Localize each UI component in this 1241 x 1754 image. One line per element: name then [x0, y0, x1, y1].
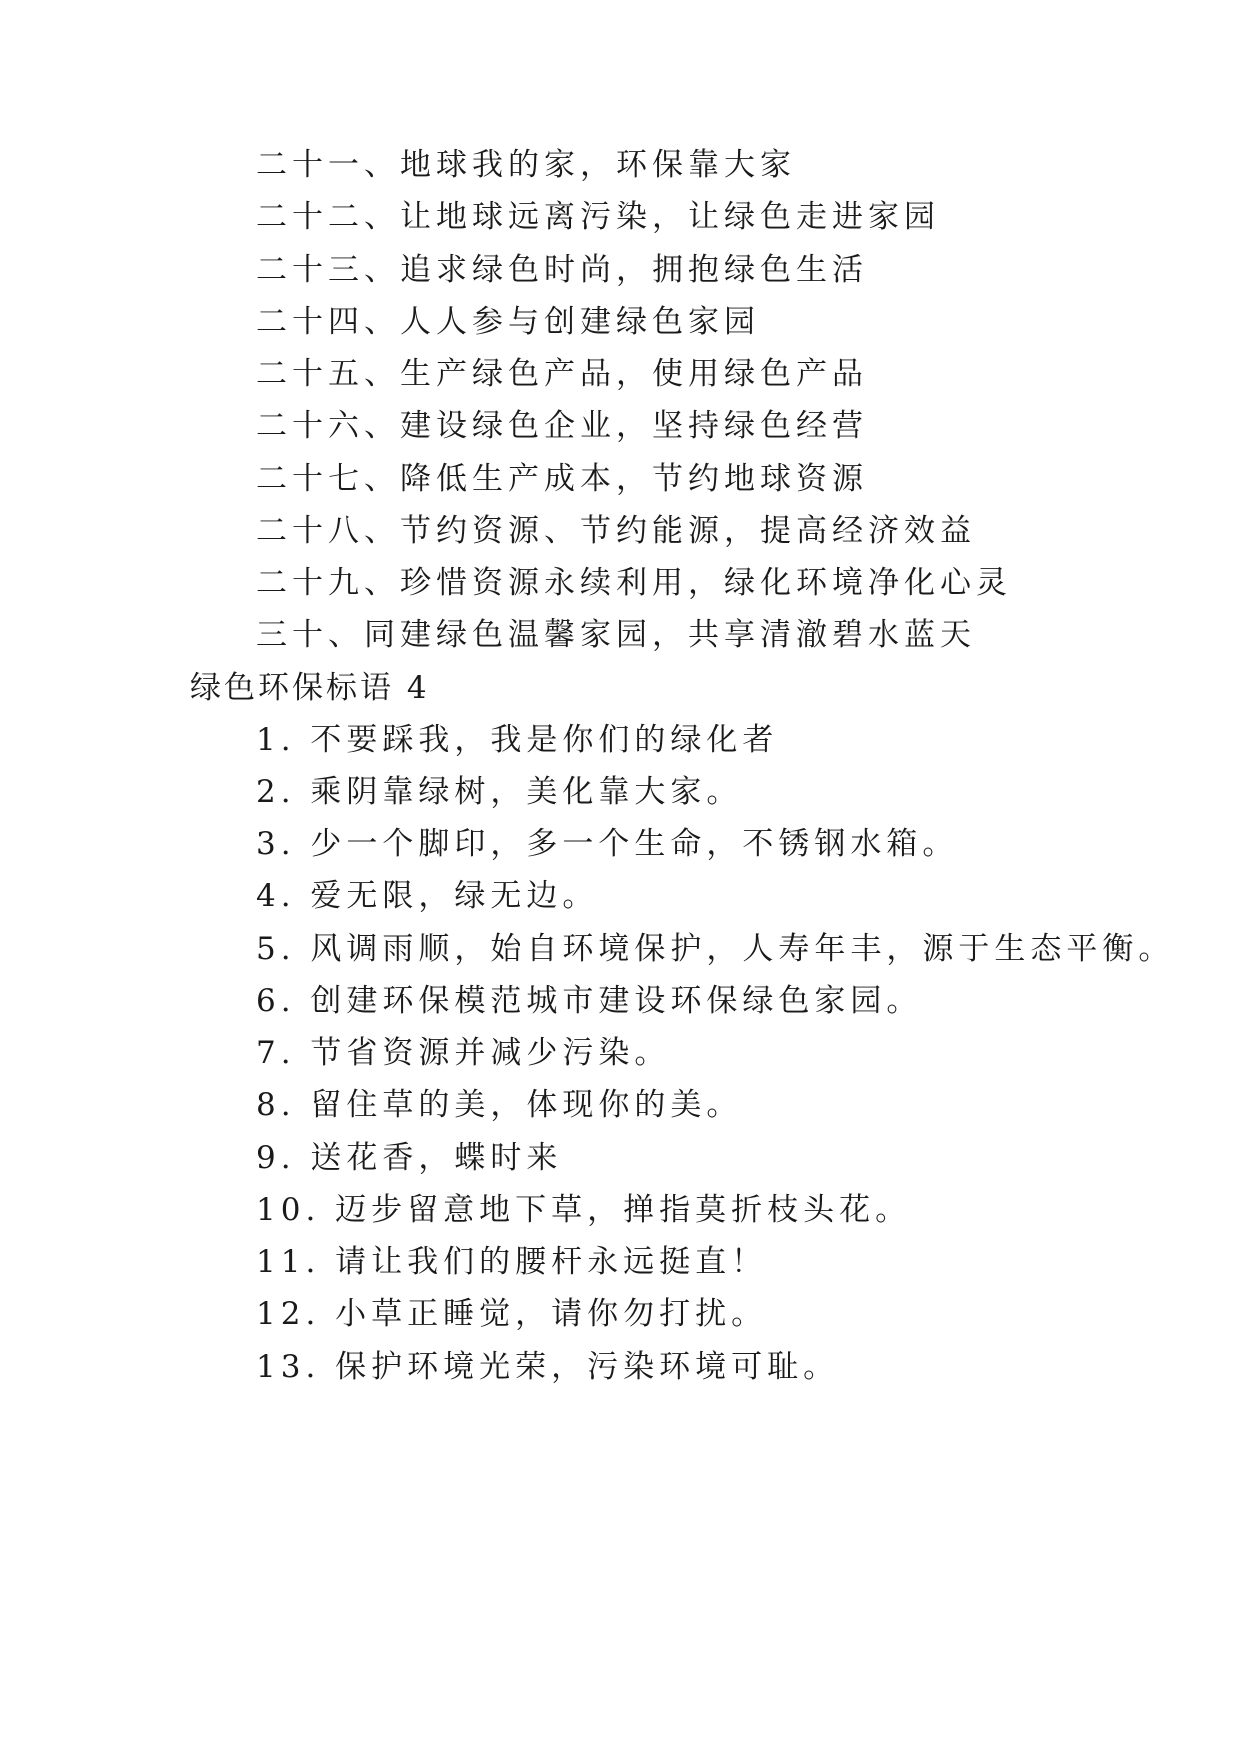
- slogan-27: 二十七、降低生产成本，节约地球资源: [256, 461, 868, 497]
- slogan-25: 二十五、生产绿色产品，使用绿色产品: [256, 356, 868, 392]
- slogan-22: 二十二、让地球远离污染，让绿色走进家园: [256, 199, 940, 235]
- slogan-29: 二十九、珍惜资源永续利用，绿化环境净化心灵: [256, 565, 1012, 601]
- section-heading: 绿色环保标语 4: [190, 670, 430, 706]
- list-item-6: 6. 创建环保模范城市建设环保绿色家园。: [256, 983, 923, 1019]
- list-item-9: 9. 送花香，蝶时来: [256, 1140, 563, 1176]
- list-item-11: 11. 请让我们的腰杆永远挺直！: [256, 1244, 768, 1280]
- list-item-10: 10. 迈步留意地下草，掸指莫折枝头花。: [256, 1192, 912, 1228]
- slogan-24: 二十四、人人参与创建绿色家园: [256, 304, 760, 340]
- list-item-8: 8. 留住草的美，体现你的美。: [256, 1087, 743, 1123]
- list-item-2: 2. 乘阴靠绿树，美化靠大家。: [256, 774, 743, 810]
- list-item-4: 4. 爱无限，绿无边。: [256, 878, 599, 914]
- list-item-3: 3. 少一个脚印，多一个生命，不锈钢水箱。: [256, 826, 959, 862]
- list-item-7: 7. 节省资源并减少污染。: [256, 1035, 671, 1071]
- slogan-28: 二十八、节约资源、节约能源，提高经济效益: [256, 513, 976, 549]
- list-item-5: 5. 风调雨顺，始自环境保护，人寿年丰，源于生态平衡。: [256, 931, 1175, 967]
- slogan-26: 二十六、建设绿色企业，坚持绿色经营: [256, 408, 868, 444]
- list-item-13: 13. 保护环境光荣，污染环境可耻。: [256, 1349, 840, 1385]
- list-item-1: 1. 不要踩我，我是你们的绿化者: [256, 722, 779, 758]
- list-item-12: 12. 小草正睡觉，请你勿打扰。: [256, 1296, 768, 1332]
- slogan-30: 三十、同建绿色温馨家园，共享清澈碧水蓝天: [256, 617, 976, 653]
- slogan-21: 二十一、地球我的家，环保靠大家: [256, 147, 796, 183]
- slogan-23: 二十三、追求绿色时尚，拥抱绿色生活: [256, 252, 868, 288]
